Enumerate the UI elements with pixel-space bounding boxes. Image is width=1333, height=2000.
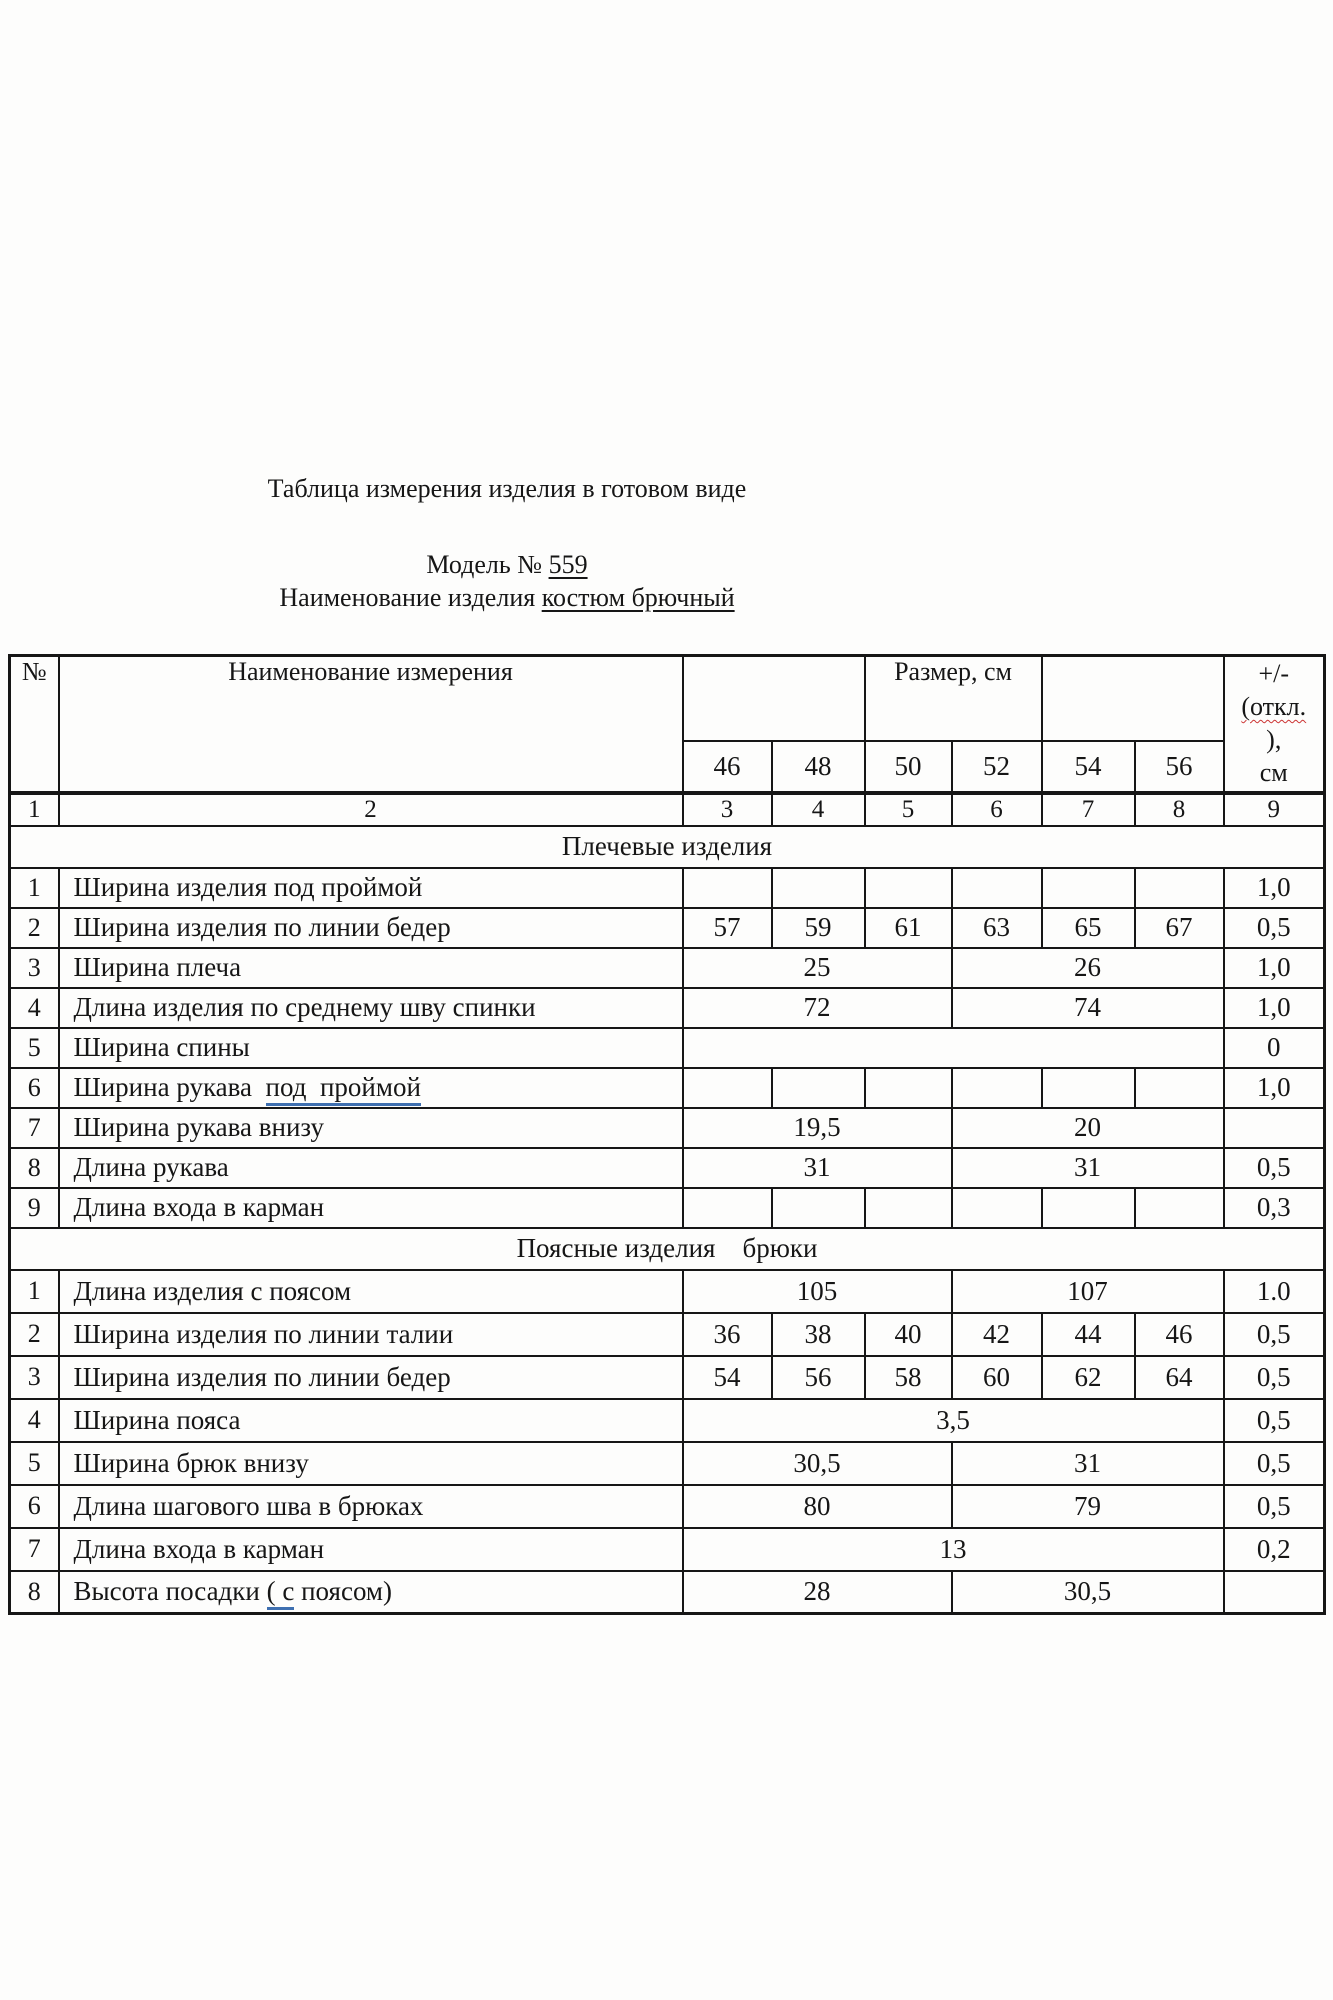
size-value-cell: 54 <box>683 1356 772 1399</box>
size-value-cell <box>772 868 865 908</box>
product-name: костюм брючный <box>541 583 735 612</box>
row-number-cell: 8 <box>10 1571 59 1614</box>
measurement-name-text: поясом) <box>294 1576 393 1607</box>
column-number: 2 <box>59 793 683 826</box>
measurement-row <box>10 1528 1325 1571</box>
row-number-cell: 6 <box>10 1068 59 1108</box>
header-row-numbering <box>10 793 1325 826</box>
measurement-name-cell <box>59 1068 683 1108</box>
measurement-row <box>10 1270 1325 1313</box>
row-number-cell: 3 <box>10 1356 59 1399</box>
measurement-name-cell <box>59 1356 683 1399</box>
document-header <box>0 474 1014 614</box>
measurement-name-cell <box>59 1108 683 1148</box>
measurement-row <box>10 1571 1325 1614</box>
row-number-cell: 6 <box>10 1485 59 1528</box>
tolerance-value-cell: 0,2 <box>1224 1528 1325 1571</box>
size-value-cell: 20 <box>952 1108 1224 1148</box>
header-row-groups <box>10 656 1325 741</box>
tolerance-value-cell: 0,3 <box>1224 1188 1325 1228</box>
measurement-name-cell <box>59 1399 683 1442</box>
size-value-cell: 26 <box>952 948 1224 988</box>
size-group-empty-left <box>683 656 865 741</box>
tolerance-value-cell: 1,0 <box>1224 868 1325 908</box>
measurement-name-cell <box>59 1528 683 1571</box>
tolerance-header-line: ), <box>1266 725 1282 754</box>
measurement-name-cell <box>59 1028 683 1068</box>
tolerance-header-line <box>1225 690 1324 723</box>
model-number: 559 <box>548 550 588 579</box>
size-value-cell: 67 <box>1135 908 1224 948</box>
tolerance-column-header <box>1224 656 1325 793</box>
column-number: 8 <box>1135 793 1224 826</box>
size-value-cell: 58 <box>865 1356 952 1399</box>
measurement-row <box>10 1399 1325 1442</box>
size-group-label: Размер, см <box>865 656 1042 741</box>
size-value-cell <box>683 1028 1224 1068</box>
size-value-cell: 74 <box>952 988 1224 1028</box>
size-value-cell <box>1042 1068 1135 1108</box>
measurement-row <box>10 868 1325 908</box>
size-value-cell <box>772 1068 865 1108</box>
page-title: Таблица измерения изделия в готовом виде <box>267 474 747 503</box>
row-number-cell: 3 <box>10 948 59 988</box>
row-number-cell: 2 <box>10 1313 59 1356</box>
tolerance-value-cell: 0,5 <box>1224 1148 1325 1188</box>
measurement-name-text: под проймой <box>266 1072 421 1106</box>
measurement-name-text: Длина изделия по среднему шву спинки <box>73 992 536 1022</box>
size-value-cell <box>952 868 1042 908</box>
size-header: 50 <box>865 741 952 793</box>
model-label: Модель № <box>426 550 543 579</box>
measurement-name-cell <box>59 868 683 908</box>
measurement-name-text: Ширина изделия под проймой <box>73 872 423 902</box>
size-value-cell: 3,5 <box>683 1399 1224 1442</box>
size-value-cell: 79 <box>952 1485 1224 1528</box>
size-value-cell <box>1042 1188 1135 1228</box>
size-value-cell: 31 <box>952 1148 1224 1188</box>
measurement-name-text: Длина входа в карман <box>73 1192 325 1222</box>
measurement-name-cell <box>59 988 683 1028</box>
measurement-row <box>10 1313 1325 1356</box>
column-number: 5 <box>865 793 952 826</box>
measurement-name-cell <box>59 1485 683 1528</box>
tolerance-value-cell: 0 <box>1224 1028 1325 1068</box>
measurement-name-cell <box>59 908 683 948</box>
section-header-row <box>10 826 1325 868</box>
tolerance-value-cell: 0,5 <box>1224 1313 1325 1356</box>
size-value-cell: 72 <box>683 988 952 1028</box>
tolerance-header-squiggle-text: (откл. <box>1241 692 1307 721</box>
size-value-cell: 62 <box>1042 1356 1135 1399</box>
size-value-cell <box>1135 1188 1224 1228</box>
tolerance-value-cell: 0,5 <box>1224 1442 1325 1485</box>
measurement-row <box>10 1148 1325 1188</box>
size-value-cell: 42 <box>952 1313 1042 1356</box>
section-title: Плечевые изделия <box>10 826 1325 868</box>
column-number: 6 <box>952 793 1042 826</box>
measurement-name-cell <box>59 1270 683 1313</box>
size-value-cell: 40 <box>865 1313 952 1356</box>
size-value-cell: 61 <box>865 908 952 948</box>
measurement-name-text: Ширина плеча <box>73 952 242 982</box>
size-value-cell: 44 <box>1042 1313 1135 1356</box>
size-value-cell <box>1135 868 1224 908</box>
column-number: 3 <box>683 793 772 826</box>
size-header: 46 <box>683 741 772 793</box>
measurement-name-text: Высота посадки <box>73 1576 267 1607</box>
size-value-cell <box>1135 1068 1224 1108</box>
measurement-name-text: Длина изделия с поясом <box>73 1275 352 1306</box>
size-value-cell <box>865 1188 952 1228</box>
size-value-cell <box>865 868 952 908</box>
measurement-name-cell <box>59 1188 683 1228</box>
size-value-cell: 57 <box>683 908 772 948</box>
measurement-name-text: Ширина изделия по линии бедер <box>73 1361 451 1392</box>
measurement-row <box>10 1068 1325 1108</box>
tolerance-value-cell: 0,5 <box>1224 908 1325 948</box>
measurement-name-text: Ширина изделия по линии талии <box>73 1318 454 1349</box>
measurement-name-cell <box>59 948 683 988</box>
row-number-cell: 7 <box>10 1528 59 1571</box>
number-column-header: № <box>10 656 59 793</box>
measurement-row <box>10 908 1325 948</box>
size-value-cell: 38 <box>772 1313 865 1356</box>
row-number-cell: 8 <box>10 1148 59 1188</box>
measurement-name-cell <box>59 1313 683 1356</box>
size-value-cell: 64 <box>1135 1356 1224 1399</box>
size-value-cell: 105 <box>683 1270 952 1313</box>
measurement-row <box>10 1356 1325 1399</box>
size-value-cell: 30,5 <box>952 1571 1224 1614</box>
size-value-cell: 56 <box>772 1356 865 1399</box>
size-value-cell <box>683 1188 772 1228</box>
size-value-cell <box>1042 868 1135 908</box>
size-value-cell: 63 <box>952 908 1042 948</box>
measurement-name-text: Длина шагового шва в брюках <box>73 1490 424 1521</box>
size-value-cell: 65 <box>1042 908 1135 948</box>
size-value-cell: 46 <box>1135 1313 1224 1356</box>
measurement-name-text: Ширина пояса <box>73 1404 241 1435</box>
section-title: Поясные изделия брюки <box>10 1228 1325 1270</box>
measurement-row <box>10 1028 1325 1068</box>
tolerance-value-cell: 0,5 <box>1224 1356 1325 1399</box>
measurement-row <box>10 1188 1325 1228</box>
tolerance-value-cell: 0,5 <box>1224 1485 1325 1528</box>
size-value-cell <box>865 1068 952 1108</box>
product-label: Наименование изделия <box>279 583 536 612</box>
row-number-cell: 5 <box>10 1442 59 1485</box>
measurement-name-cell <box>59 1148 683 1188</box>
size-value-cell: 25 <box>683 948 952 988</box>
size-group-empty-right <box>1042 656 1224 741</box>
tolerance-value-cell: 1.0 <box>1224 1270 1325 1313</box>
tolerance-value-cell: 1,0 <box>1224 948 1325 988</box>
tolerance-value-cell: 1,0 <box>1224 988 1325 1028</box>
row-number-cell: 4 <box>10 1399 59 1442</box>
size-value-cell <box>683 868 772 908</box>
size-value-cell: 13 <box>683 1528 1224 1571</box>
measurement-table <box>8 654 1326 1615</box>
measurement-name-column-header: Наименование измерения <box>59 656 683 793</box>
size-value-cell: 80 <box>683 1485 952 1528</box>
size-value-cell: 28 <box>683 1571 952 1614</box>
tolerance-value-cell: 0,5 <box>1224 1399 1325 1442</box>
size-header: 54 <box>1042 741 1135 793</box>
measurement-row <box>10 988 1325 1028</box>
tolerance-header-line: +/- <box>1258 659 1290 688</box>
row-number-cell: 2 <box>10 908 59 948</box>
measurement-row <box>10 1442 1325 1485</box>
size-value-cell <box>683 1068 772 1108</box>
size-header: 52 <box>952 741 1042 793</box>
measurement-row <box>10 1485 1325 1528</box>
size-value-cell: 107 <box>952 1270 1224 1313</box>
row-number-cell: 1 <box>10 1270 59 1313</box>
measurement-name-text: Ширина рукава <box>73 1072 266 1102</box>
model-line <box>0 548 1014 581</box>
measurement-name-text: ( с <box>267 1576 295 1610</box>
measurement-name-text: Длина рукава <box>73 1152 229 1182</box>
measurement-name-text: Ширина спины <box>73 1032 250 1062</box>
row-number-cell: 5 <box>10 1028 59 1068</box>
size-value-cell <box>772 1188 865 1228</box>
size-header: 48 <box>772 741 865 793</box>
row-number-cell: 9 <box>10 1188 59 1228</box>
measurement-row <box>10 948 1325 988</box>
measurement-name-text: Ширина изделия по линии бедер <box>73 912 451 942</box>
size-value-cell: 59 <box>772 908 865 948</box>
size-value-cell: 60 <box>952 1356 1042 1399</box>
measurement-name-text: Ширина рукава внизу <box>73 1112 325 1142</box>
size-value-cell <box>952 1188 1042 1228</box>
size-value-cell: 19,5 <box>683 1108 952 1148</box>
size-value-cell: 30,5 <box>683 1442 952 1485</box>
column-number: 1 <box>10 793 59 826</box>
size-value-cell: 31 <box>952 1442 1224 1485</box>
tolerance-header-line: см <box>1259 758 1288 787</box>
section-header-row <box>10 1228 1325 1270</box>
column-number: 9 <box>1224 793 1325 826</box>
measurement-name-text: Ширина брюк внизу <box>73 1447 309 1478</box>
tolerance-value-cell: 1,0 <box>1224 1068 1325 1108</box>
size-value-cell: 31 <box>683 1148 952 1188</box>
size-value-cell: 36 <box>683 1313 772 1356</box>
measurement-name-cell <box>59 1571 683 1614</box>
column-number: 4 <box>772 793 865 826</box>
row-number-cell: 4 <box>10 988 59 1028</box>
column-number: 7 <box>1042 793 1135 826</box>
size-value-cell <box>952 1068 1042 1108</box>
product-line <box>0 581 1014 614</box>
row-number-cell: 7 <box>10 1108 59 1148</box>
tolerance-value-cell <box>1224 1108 1325 1148</box>
measurement-name-text: Длина входа в карман <box>73 1533 325 1564</box>
measurement-row <box>10 1108 1325 1148</box>
row-number-cell: 1 <box>10 868 59 908</box>
size-header: 56 <box>1135 741 1224 793</box>
measurement-name-cell <box>59 1442 683 1485</box>
tolerance-value-cell <box>1224 1571 1325 1614</box>
